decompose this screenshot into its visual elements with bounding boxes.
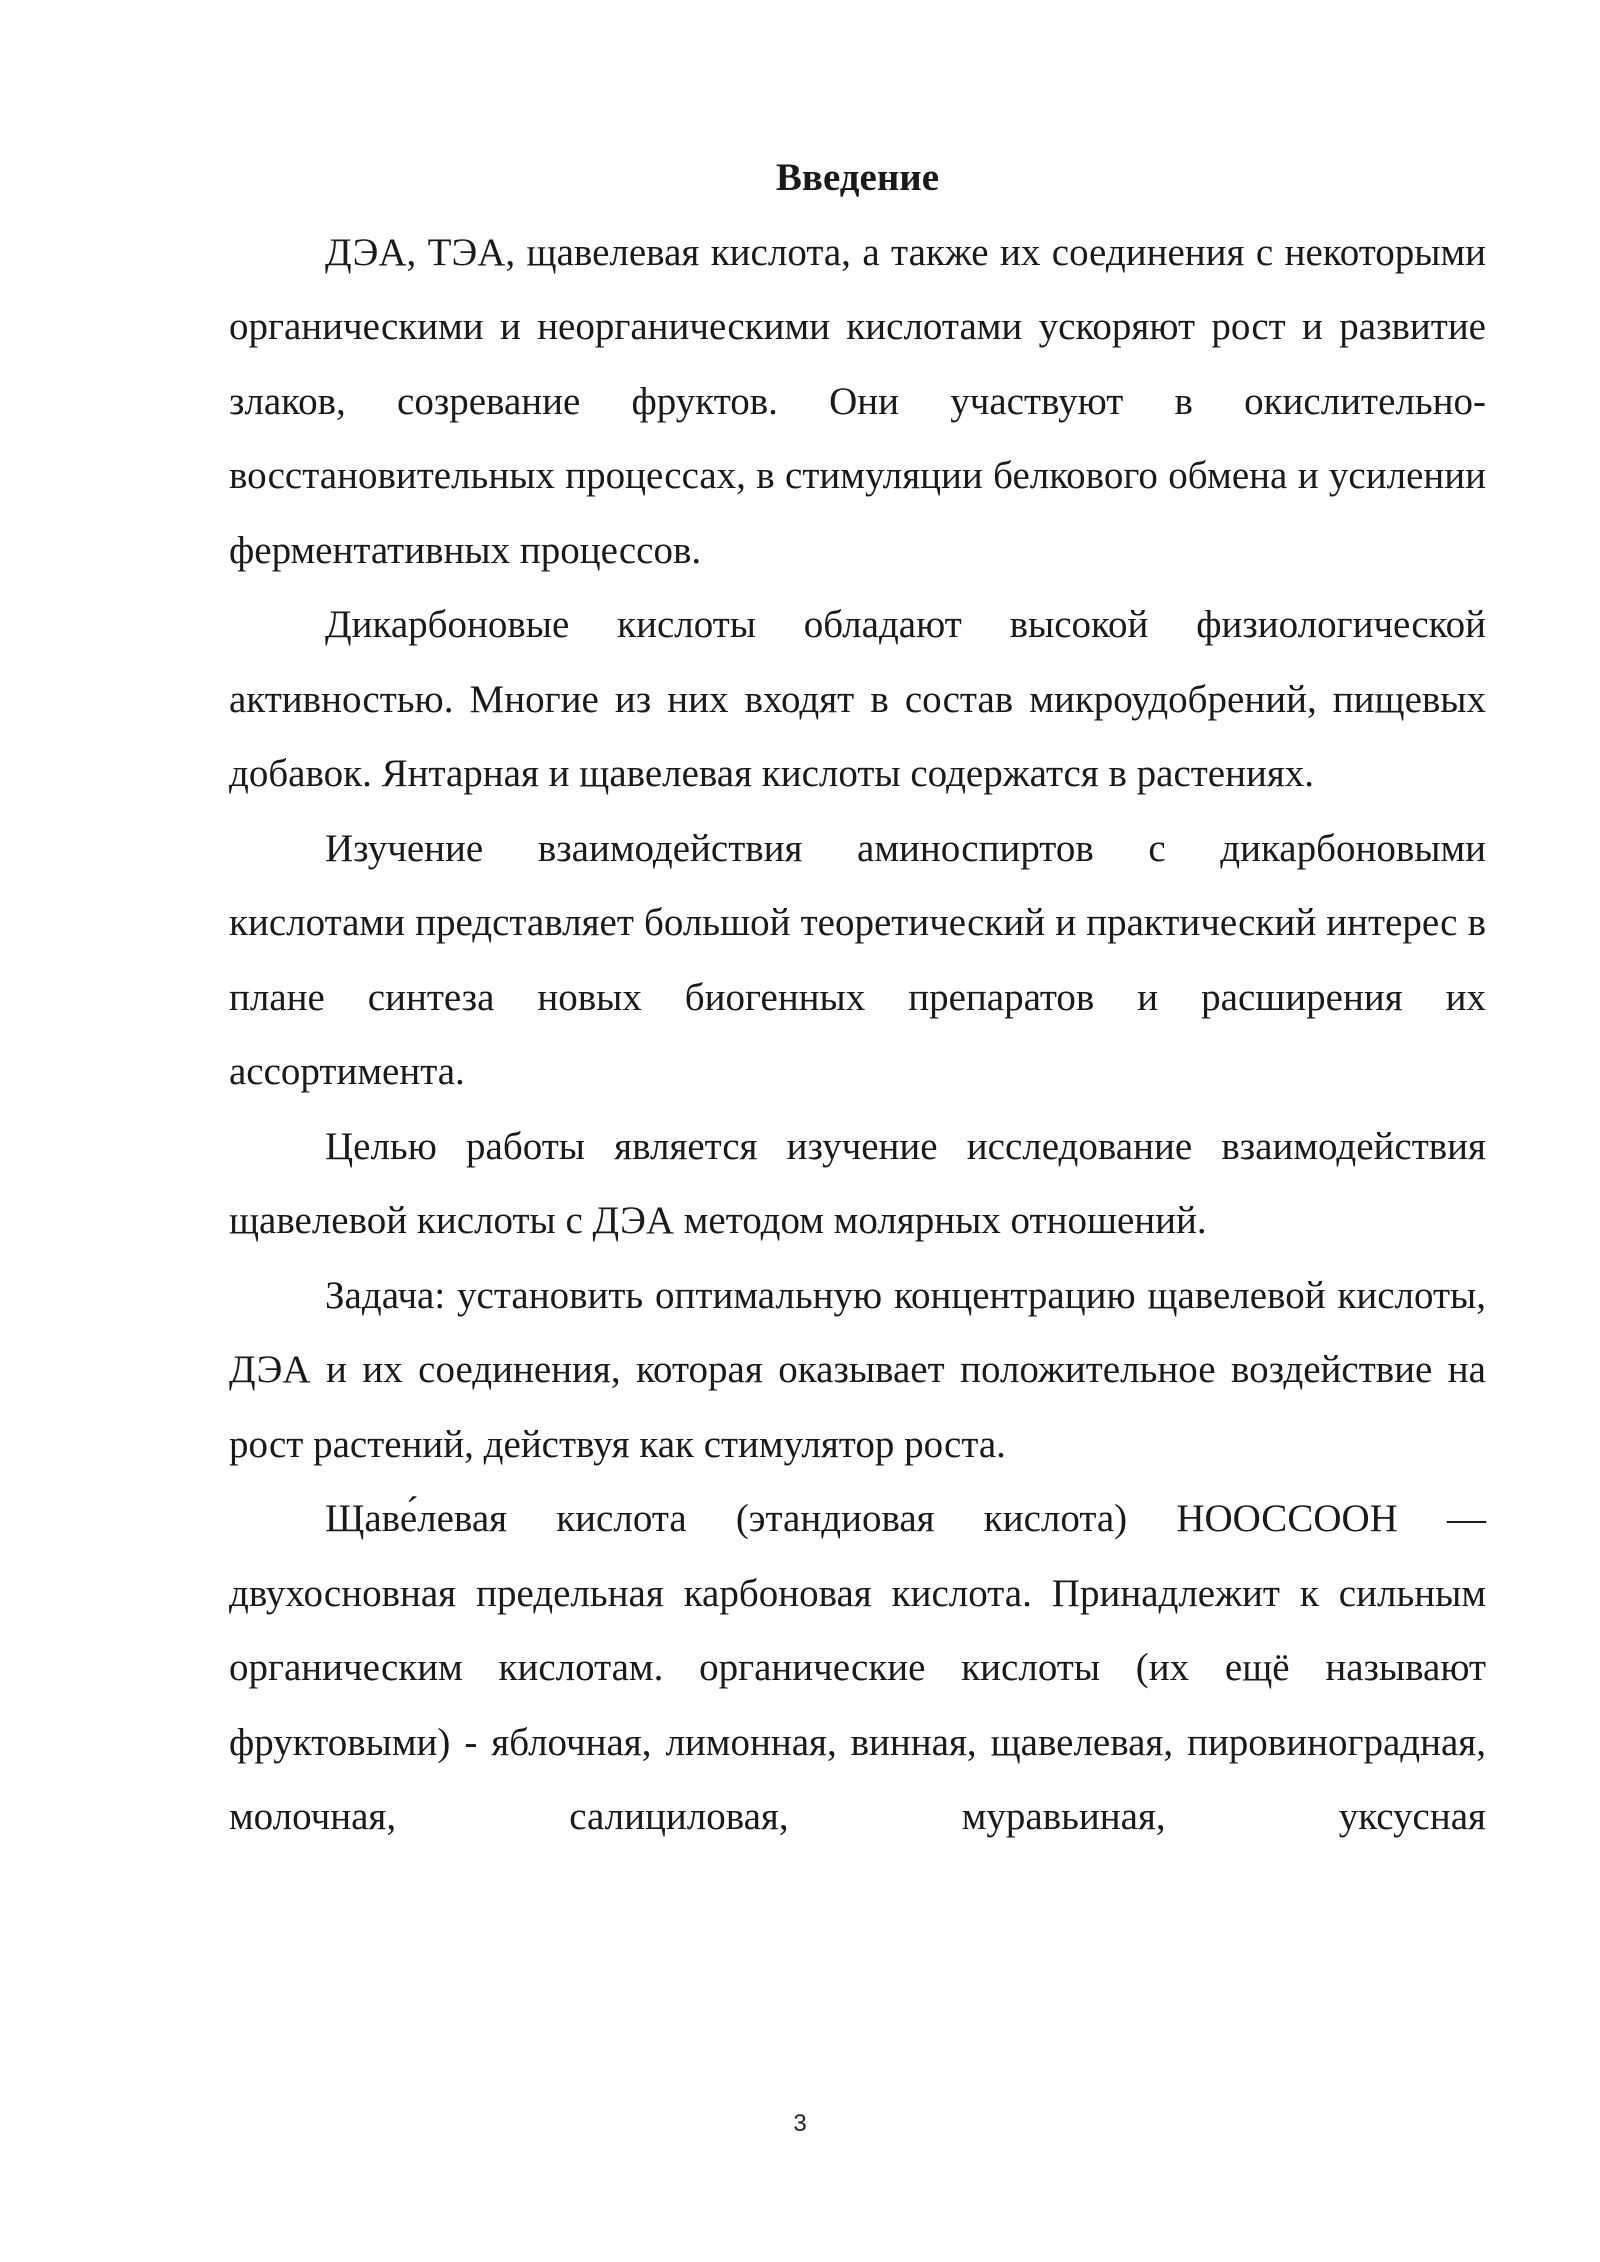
- document-body: [229, 141, 1486, 1855]
- paragraph-3: Изучение взаимодействия аминоспиртов с дикарбоновыми кислотами представляет большой теоретический и практический интерес в плане синтеза новых биогенных препаратов и расширения их ассортимента.: [229, 826, 1486, 1093]
- paragraph-2: Дикарбоновые кислоты обладают высокой физиологической активностью. Многие из них входят в состав микроудобрений, пищевых добавок. Янтарная и щавелевая кислоты содержатся в растениях.: [229, 603, 1486, 795]
- paragraph-1: ДЭА, ТЭА, щавелевая кислота, а также их соединения с некоторыми органическими и неорганическими кислотами ускоряют рост и развитие злаков, созревание фруктов. Они участвуют в окислительно-восстановительных процессах, в стимуляции белкового обмена и усилении ферментативных процессов.: [229, 230, 1486, 572]
- paragraph-6: Щаве́левая кислота (этандиовая кислота) НООССООН — двухосновная предельная карбоновая кислота. Принадлежит к сильным органическим кислотам. органические кислоты (их ещё называют фруктовыми) - яблочная, лимонная, винная, щавелевая, пировиноградная, молочная, салициловая, муравьиная, уксусная: [229, 1497, 1486, 1838]
- page-number: 3: [793, 2110, 807, 2137]
- section-heading: Введение: [775, 156, 940, 199]
- paragraph-5: Задача: установить оптимальную концентрацию щавелевой кислоты, ДЭА и их соединения, которая оказывает положительное воздействие на рост растений, действуя как стимулятор роста.: [229, 1273, 1486, 1466]
- paragraph-4: Целью работы является изучение исследование взаимодействия щавелевой кислоты с ДЭА методом молярных отношений.: [229, 1124, 1486, 1242]
